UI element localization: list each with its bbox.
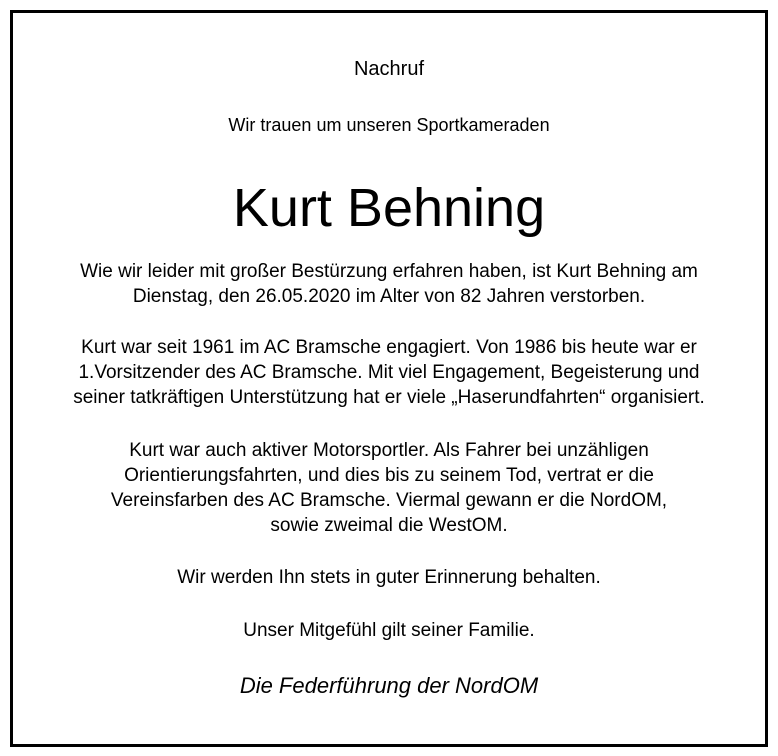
paragraph-line: 1.Vorsitzender des AC Bramsche. Mit viel Engagement, Begeisterung und — [78, 362, 700, 383]
paragraph-motorsport — [13, 438, 765, 538]
paragraph-club-engagement — [13, 335, 765, 410]
signature: Die Federführung der NordOM — [239, 673, 539, 698]
paragraph-line: Kurt war auch aktiver Motorsportler. Als Fahrer bei unzähligen — [129, 440, 649, 461]
closing-remembrance: Wir werden Ihn stets in guter Erinnerung behalten. — [177, 567, 601, 588]
obituary-subheading: Wir trauen um unseren Sportkameraden — [228, 115, 550, 135]
paragraph-line: Wie wir leider mit großer Bestürzung erfahren haben, ist Kurt Behning am — [80, 261, 698, 282]
paragraph-line: seiner tatkräftigen Unterstützung hat er viele „Haserundfahrten“ organisiert. — [73, 387, 705, 408]
paragraph-line: Orientierungsfahrten, und dies bis zu seinem Tod, vertrat er die — [124, 465, 654, 486]
closing-condolence: Unser Mitgefühl gilt seiner Familie. — [243, 620, 535, 641]
obituary-heading: Nachruf — [353, 58, 425, 80]
paragraph-line: Kurt war seit 1961 im AC Bramsche engagiert. Von 1986 bis heute war er — [81, 337, 697, 358]
paragraph-line: sowie zweimal die WestOM. — [270, 515, 508, 536]
paragraph-line: Dienstag, den 26.05.2020 im Alter von 82 Jahren verstorben. — [132, 286, 646, 307]
paragraph-death-notice — [13, 259, 765, 309]
deceased-name: Kurt Behning — [232, 178, 546, 238]
obituary-frame — [10, 10, 768, 747]
paragraph-line: Vereinsfarben des AC Bramsche. Viermal gewann er die NordOM, — [110, 490, 668, 511]
